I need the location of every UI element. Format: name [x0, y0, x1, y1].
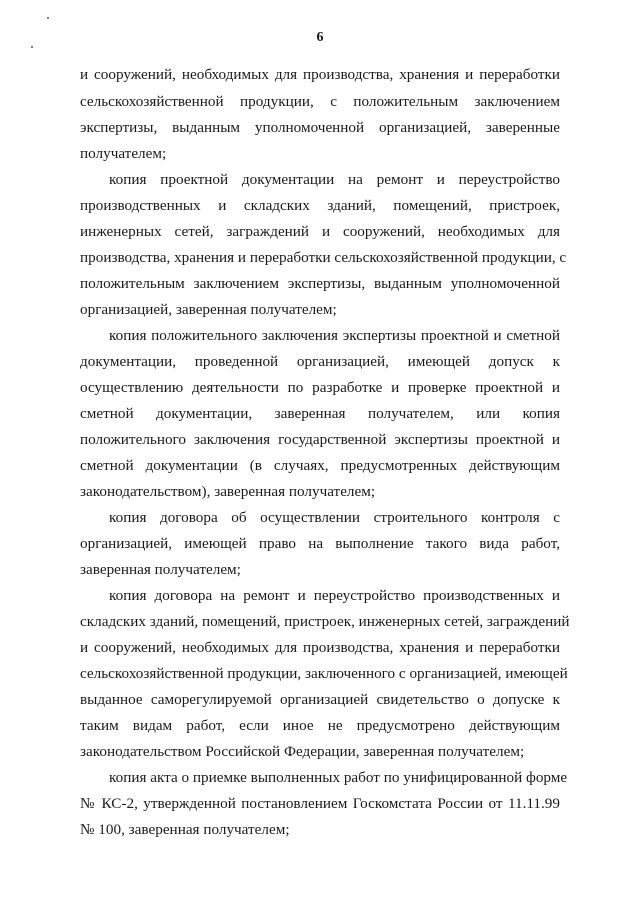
- text-line: и сооружений, необходимых для производства, хранения и переработки: [80, 639, 560, 656]
- text-line: копия проектной документации на ремонт и переустройство: [109, 171, 560, 188]
- text-line: сельскохозяйственной продукции, заключенного с организацией, имеющей: [80, 665, 568, 682]
- text-line: копия акта о приемке выполненных работ по унифицированной форме: [109, 769, 568, 786]
- text-line: копия договора на ремонт и переустройство производственных и: [109, 587, 560, 604]
- text-line: организацией, заверенная получателем;: [80, 301, 337, 318]
- text-line: и сооружений, необходимых для производства, хранения и переработки: [80, 66, 560, 83]
- text-line: № 100, заверенная получателем;: [80, 821, 290, 838]
- text-line: получателем;: [80, 145, 167, 162]
- text-line: № КС-2, утвержденной постановлением Госкомстата России от 11.11.99: [80, 795, 560, 812]
- text-line: законодательством), заверенная получателем;: [80, 483, 376, 500]
- text-line: инженерных сетей, заграждений и сооружений, необходимых для: [80, 223, 560, 240]
- text-line: производственных и складских зданий, помещений, пристроек,: [80, 197, 560, 214]
- text-line: документации, проведенной организацией, имеющей допуск к: [80, 353, 560, 370]
- text-line: заверенная получателем;: [80, 561, 241, 578]
- text-line: законодательством Российской Федерации, заверенная получателем;: [80, 743, 525, 760]
- text-line: производства, хранения и переработки сельскохозяйственной продукции, с: [80, 249, 567, 266]
- text-line: осуществлению деятельности по разработке и проверке проектной и: [80, 379, 560, 396]
- text-line: таким видам работ, если иное не предусмотрено действующим: [80, 717, 560, 734]
- text-line: организацией, имеющей право на выполнение такого вида работ,: [80, 535, 560, 552]
- text-line: копия договора об осуществлении строительного контроля с: [109, 509, 560, 526]
- text-line: сметной документации (в случаях, предусмотренных действующим: [80, 457, 560, 474]
- text-line: положительного заключения государственной экспертизы проектной и: [80, 431, 560, 448]
- text-line: копия положительного заключения экспертизы проектной и сметной: [109, 327, 560, 344]
- text-line: складских зданий, помещений, пристроек, инженерных сетей, заграждений: [80, 613, 570, 630]
- text-line: сельскохозяйственной продукции, с положительным заключением: [80, 93, 560, 110]
- text-line: экспертизы, выданным уполномоченной организацией, заверенные: [80, 119, 560, 136]
- scan-speck: [31, 46, 33, 48]
- text-line: сметной документации, заверенная получателем, или копия: [80, 405, 560, 422]
- scan-speck: [47, 17, 49, 19]
- text-line: выданное саморегулируемой организацией свидетельство о допуске к: [80, 691, 560, 708]
- page-number: 6: [316, 30, 324, 45]
- text-line: положительным заключением экспертизы, выданным уполномоченной: [80, 275, 560, 292]
